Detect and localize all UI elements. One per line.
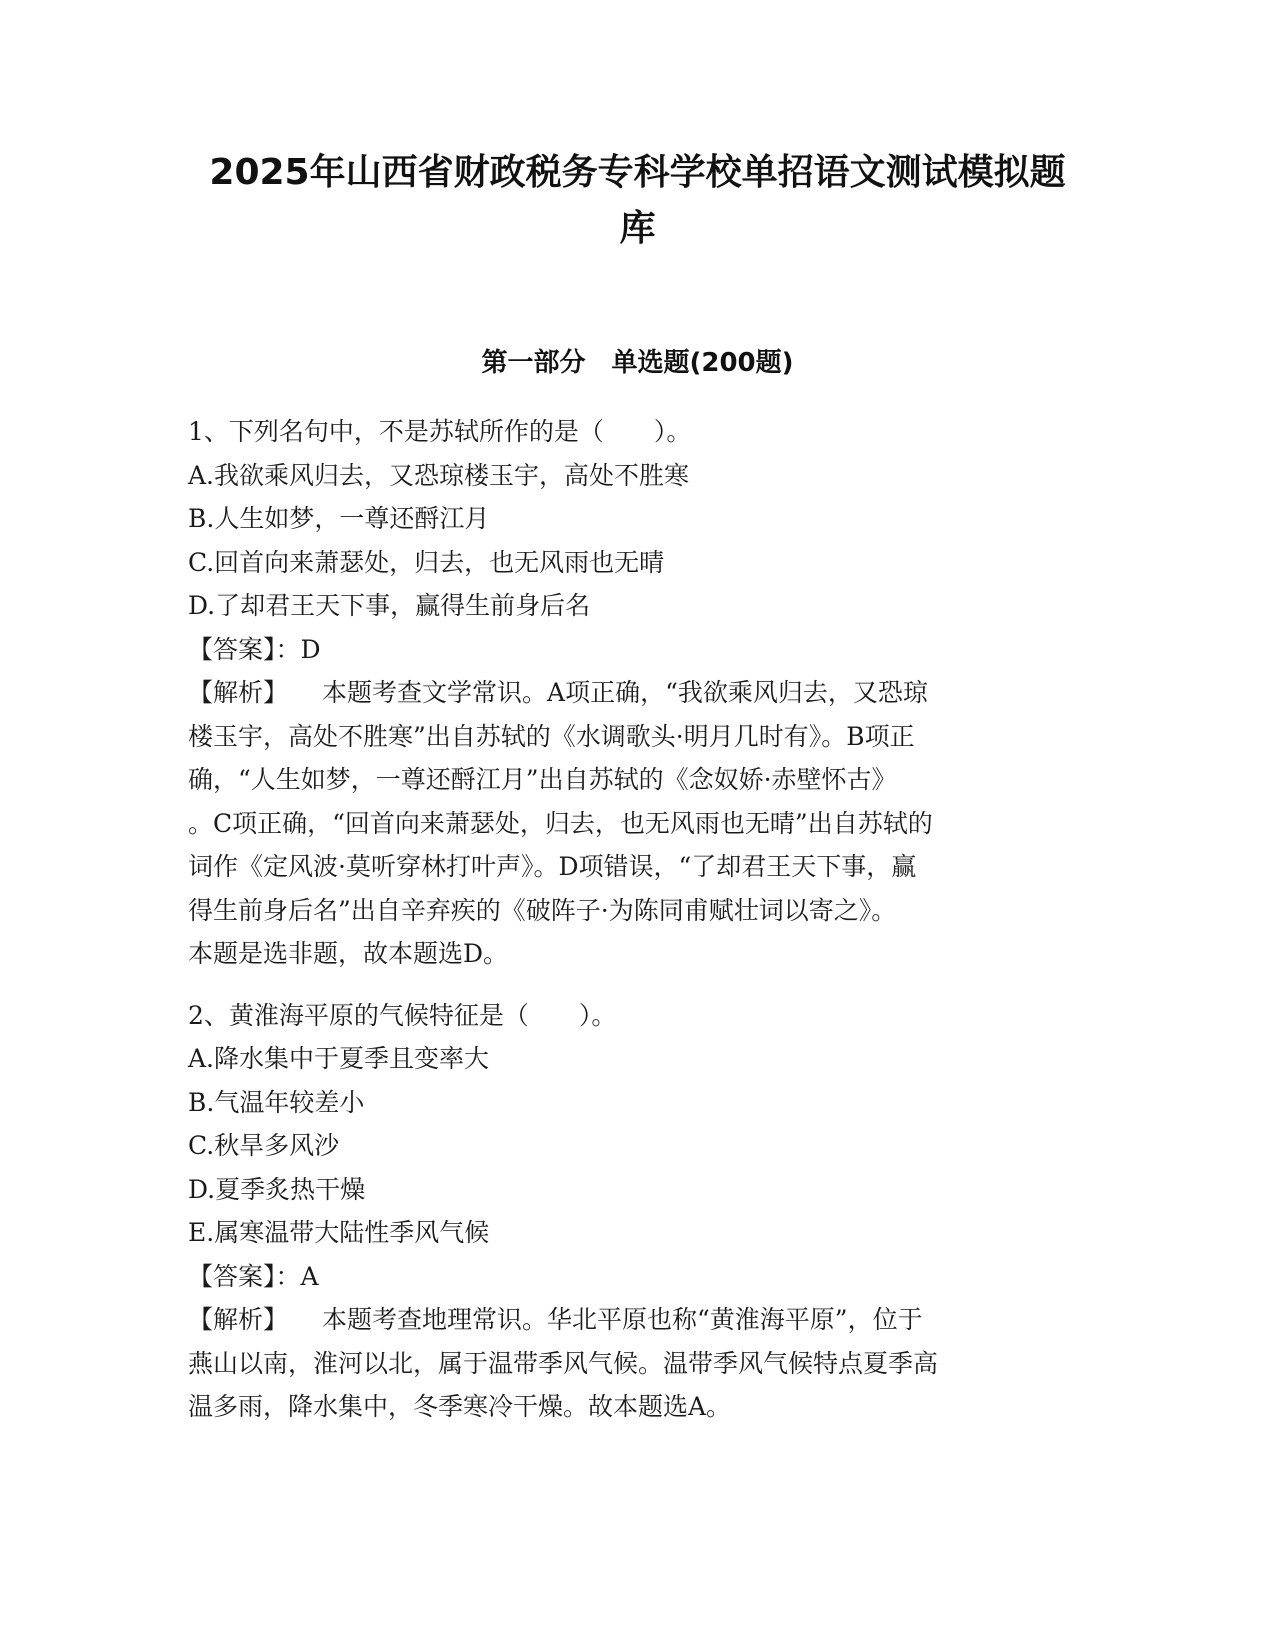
document-title-line-2: 库 [619, 208, 656, 249]
question-block [188, 410, 1088, 976]
analysis-line: 楼玉宇，高处不胜寒”出自苏轼的《水调歌头·明月几时有》。B项正 [188, 721, 915, 751]
analysis-line: 确，“人生如梦，一尊还酹江月”出自苏轼的《念奴娇·赤壁怀古》 [188, 765, 897, 794]
analysis-line [188, 671, 1088, 715]
analysis-line [188, 1298, 1088, 1342]
document-title [150, 145, 1125, 257]
analysis-line: 燕山以南，淮河以北，属于温带季风气候。温带季风气候特点夏季高 [188, 1348, 939, 1378]
option-d: D.夏季炙热干燥 [188, 1174, 366, 1204]
question-spacer [188, 976, 1088, 994]
analysis-label: 【解析】 [188, 1305, 289, 1334]
answer-line [188, 1255, 1088, 1299]
analysis-line: 。C项正确，“回首向来萧瑟处，归去，也无风雨也无晴”出自苏轼的 [188, 808, 933, 838]
analysis-line: 词作《定风波·莫听穿林打叶声》。D项错误，“了却君王天下事，赢 [188, 852, 917, 881]
option-b: B.气温年较差小 [188, 1087, 365, 1117]
answer-label: 【答案】： [188, 1261, 301, 1291]
answer-value: D [300, 634, 321, 664]
question-block [188, 994, 1088, 1429]
option-a: A.降水集中于夏季且变率大 [188, 1044, 490, 1073]
option-b: B.人生如梦，一尊还酹江月 [188, 504, 490, 533]
question-stem: 2、黄淮海平原的气候特征是（ ）。 [188, 1000, 617, 1030]
option-e: E.属寒温带大陆性季风气候 [188, 1218, 490, 1247]
question-stem: 1、下列名句中，不是苏轼所作的是（ ）。 [188, 417, 692, 446]
analysis-line: 温多雨，降水集中，冬季寒冷干燥。故本题选A。 [188, 1392, 732, 1421]
section-heading: 第一部分 单选题(200题) [481, 348, 794, 378]
option-c: C.秋旱多风沙 [188, 1131, 340, 1160]
option-c: C.回首向来萧瑟处，归去，也无风雨也无晴 [188, 547, 665, 577]
analysis-line: 得生前身后名”出自辛弃疾的《破阵子·为陈同甫赋壮词以寄之》。 [188, 895, 897, 925]
analysis-line: 本题是选非题，故本题选D。 [188, 939, 509, 968]
document-title-line-1: 2025年山西省财政税务专科学校单招语文测试模拟题 [209, 152, 1066, 193]
option-a: A.我欲乘风归去，又恐琼楼玉宇，高处不胜寒 [188, 460, 690, 490]
option-d: D.了却君王天下事，赢得生前身后名 [188, 591, 591, 620]
analysis-text: 本题考查地理常识。华北平原也称“黄淮海平原”，位于 [322, 1305, 923, 1334]
answer-value: A [300, 1261, 319, 1291]
answer-line [188, 628, 1088, 672]
answer-label: 【答案】： [188, 634, 301, 664]
question-list [188, 410, 1088, 1429]
analysis-text: 本题考查文学常识。A项正确，“我欲乘风归去，又恐琼 [322, 678, 928, 707]
analysis-label: 【解析】 [188, 678, 289, 707]
